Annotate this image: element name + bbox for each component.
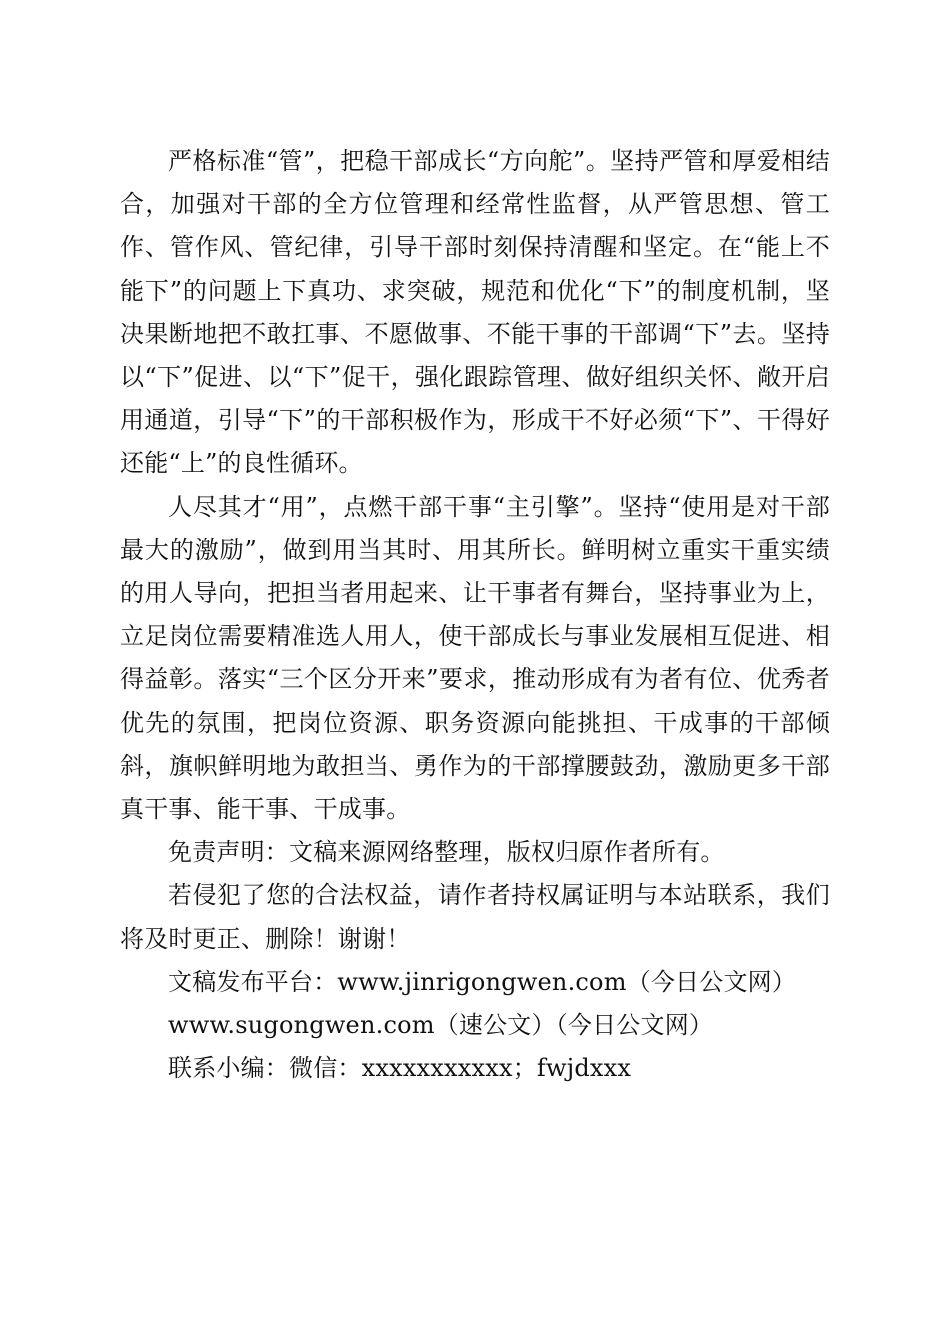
- disclaimer-text: 免责声明：文稿来源网络整理，版权归原作者所有。: [168, 838, 725, 867]
- site2-alt-name: （今日公文网）: [555, 1011, 714, 1040]
- document-body: [120, 140, 830, 1090]
- site2-line: [120, 1004, 830, 1047]
- site1-name: （今日公文网）: [626, 967, 797, 996]
- paragraph-management: 严格标准“管”，把稳干部成长“方向舵”。坚持严管和厚爱相结合，加强对干部的全方位管理和经常性监督，从严管思想、管工作、管作风、管纪律，引导干部时刻保持清醒和坚定。在“能上不能下”的问题上下真功、求突破，规范和优化“下”的制度机制，坚决果断地把不敢扛事、不愿做事、不能干事的干部调“下”去。坚持以“下”促进、以“下”促干，强化跟踪管理、做好组织关怀、敞开启用通道，引导“下”的干部积极作为，形成干不好必须“下”、干得好还能“上”的良性循环。: [120, 147, 830, 478]
- platform-label: 文稿发布平台：: [168, 967, 338, 996]
- contact-wechat: xxxxxxxxxxx；fwjdxxx: [361, 1054, 632, 1083]
- site2-name: （速公文）: [434, 1011, 556, 1040]
- site2-url: www.sugongwen.com: [168, 1011, 435, 1040]
- site1-url: www.jinrigongwen.com: [337, 967, 627, 996]
- paragraph-utilization: 人尽其才“用”，点燃干部干事“主引擎”。坚持“使用是对干部最大的激励”，做到用当其时、用其所长。鲜明树立重实干重实绩的用人导向，把担当者用起来、让干事者有舞台，坚持事业为上，立足岗位需要精准选人用人，使干部成长与事业发展相互促进、相得益彰。落实“三个区分开来”要求，推动形成有为者有位、优秀者优先的氛围，把岗位资源、职务资源向能挑担、干成事的干部倾斜，旗帜鲜明地为敢担当、勇作为的干部撑腰鼓劲，激励更多干部真干事、能干事、干成事。: [120, 492, 830, 824]
- infringement-notice: 若侵犯了您的合法权益，请作者持权属证明与本站联系，我们将及时更正、删除！谢谢！: [120, 881, 830, 953]
- contact-label: 联系小编：微信：: [168, 1054, 362, 1083]
- contact-line: [120, 1047, 830, 1090]
- platform-line: [120, 961, 830, 1004]
